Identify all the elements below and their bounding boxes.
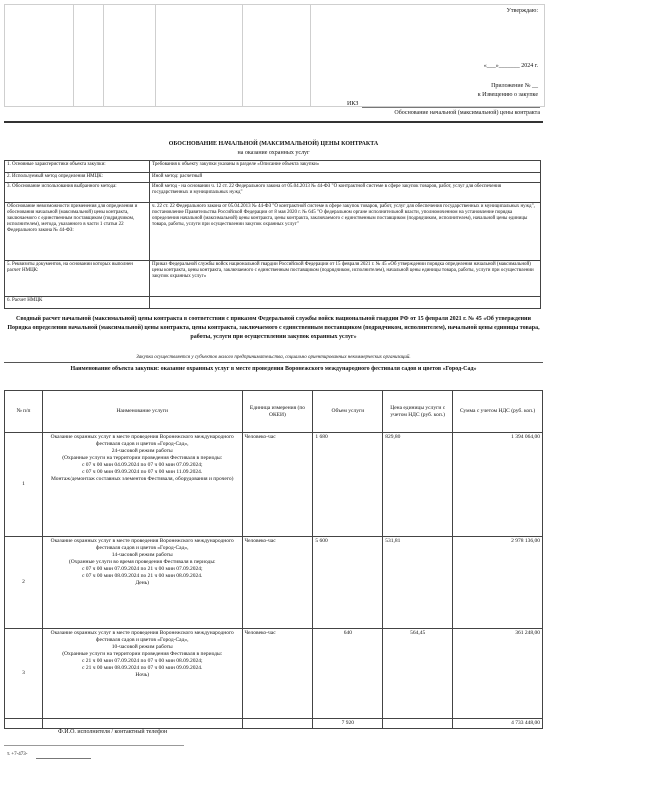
- justification-left: 2. Используемый метод определения НМЦК:: [5, 173, 150, 183]
- service-line: (Охранные услуги на территории проведения Фестиваля в периоды:: [62, 651, 223, 657]
- doc-title: ОБОСНОВАНИЕ НАЧАЛЬНОЙ (МАКСИМАЛЬНОЙ) ЦЕНЫ КОНТРАКТА: [168, 141, 379, 147]
- separator: [4, 121, 543, 123]
- service-line: (Охранные услуги во время проведения Фестиваля в периоды:: [68, 559, 216, 565]
- justification-right: Требования к объекту закупки указаны в разделе «Описание объекта закупки»: [150, 161, 541, 173]
- service-line: День): [135, 580, 149, 586]
- service-line: Монтаж/демонтаж составных элементов Фестиваля, оборудования и прочего): [50, 476, 234, 482]
- justification-row: [5, 173, 541, 183]
- table-row: [5, 537, 543, 629]
- appendix-label: Приложение № __: [491, 83, 538, 89]
- col-price: Цена единицы услуги с учетом НДС (руб. коп.): [383, 391, 453, 433]
- justification-row: [5, 261, 541, 297]
- justification-left: 6. Расчет НМЦК: [5, 297, 150, 309]
- row-number: 3: [5, 629, 43, 719]
- service-line: Ночь): [135, 672, 150, 678]
- total-empty: [383, 719, 453, 729]
- service-line: Оказание охранных услуг в месте проведения Воронежского международного фестиваля садов и цветов «Город-Сад»,: [50, 434, 234, 447]
- calc-table: [4, 390, 543, 729]
- table-row: [5, 433, 543, 537]
- service-line: Оказание охранных услуг в месте проведения Воронежского международного фестиваля садов и цветов «Город-Сад»,: [50, 538, 234, 551]
- justification-row: [5, 203, 541, 261]
- row-sum: 1 394 064,00: [453, 433, 543, 537]
- justification-right: ч. 22 ст. 22 Федерального закона от 05.04.2013 № 44-ФЗ "О контрактной системе в сфере закупок товаров, работ, услуг для обеспечения государственных и муниципальных нужд", постановление Правительства Российской Федерации от 8 мая 2020 г. № 645 "О федеральном органе исполнительной власти, уполномоченном на установление порядка определения начальной (максимальной) цены контракта, цены контракта, заключаемого с единственным поставщиком (подрядчиком, исполнителем), начальной цены единицы товара, работы, услуги при осуществлении закупок охранных услуг": [150, 203, 541, 261]
- doc-subtitle: на оказание охранных услуг: [237, 150, 310, 156]
- justification-row: [5, 161, 541, 173]
- service-line: (Охранные услуги на территории проведения Фестиваля в периоды:: [62, 455, 223, 461]
- justification-row: [5, 297, 541, 309]
- phone-line: [36, 758, 91, 759]
- service-line: с 21 ч 00 мин 08.09.2024 по 07 ч 00 мин 09.09.2024.: [82, 665, 203, 671]
- total-row: [5, 719, 543, 729]
- row-sum: 2 978 136,00: [453, 537, 543, 629]
- note-underline: [4, 362, 543, 363]
- row-number: 1: [5, 433, 43, 537]
- signature-line: [4, 745, 184, 746]
- row-number: 2: [5, 537, 43, 629]
- row-price: 829,80: [383, 433, 453, 537]
- row-volume: 1 680: [313, 433, 383, 537]
- ikz-label: ИКЗ: [347, 101, 359, 107]
- row-service: [42, 433, 242, 537]
- justification-right: Иной метод: расчетный: [150, 173, 541, 183]
- col-volume: Объем услуги: [313, 391, 383, 433]
- service-line: 24-часовой режим работы: [111, 448, 173, 454]
- approve-label: Утверждаю:: [506, 8, 538, 14]
- row-unit: Человеко-час: [242, 629, 313, 719]
- justification-right: Иной метод - на основании ч. 12 ст. 22 Федерального закона от 05.04.2013 № 44-ФЗ "О контрактной системе в сфере закупок товаров, работ, услуг для обеспечения государственных и муниципальных нужд": [150, 183, 541, 203]
- appendix-sub: к Извещению о закупке: [477, 92, 538, 98]
- col-unit: Единица измерения (по ОКЕИ): [242, 391, 313, 433]
- signer-label: Ф.И.О. исполнителя / контактный телефон: [58, 729, 168, 735]
- phone-label: т. +7-473-: [7, 752, 28, 757]
- col-sum: Сумма с учетом НДС (руб. коп.): [453, 391, 543, 433]
- ikz-line: [362, 107, 540, 108]
- note-text: Закупка осуществляется у субъектов малого предпринимательства, социально ориентированных некоммерческих организаций.: [136, 355, 411, 360]
- row-sum: 361 248,00: [453, 629, 543, 719]
- justification-left: 5. Реквизиты документов, на основании которых выполнен расчет НМЦК:: [5, 261, 150, 297]
- justification-left: 3. Обоснование использования выбранного метода:: [5, 183, 150, 203]
- date-line: «___»_______ 2024 г.: [483, 63, 538, 69]
- justification-left: 1. Основные характеристики объекта закупки:: [5, 161, 150, 173]
- row-service: [42, 629, 242, 719]
- total-empty: [42, 719, 242, 729]
- col-service: Наименование услуги: [42, 391, 242, 433]
- row-unit: Человеко-час: [242, 537, 313, 629]
- service-line: 10-часовой режим работы: [111, 644, 173, 650]
- row-unit: Человеко-час: [242, 433, 313, 537]
- total-sum: 4 733 448,00: [453, 719, 543, 729]
- service-line: 14-часовой режим работы: [111, 552, 173, 558]
- total-empty: [242, 719, 313, 729]
- service-line: с 21 ч 00 мин 07.09.2024 по 07 ч 00 мин 08.09.2024;: [81, 658, 203, 664]
- service-line: Оказание охранных услуг в месте проведения Воронежского международного фестиваля садов и цветов «Город-Сад»,: [50, 630, 234, 643]
- summary-text: Сводный расчет начальной (максимальной) цены контракта в соответствии с приказом Федеральной службы войск национальной гвардии РФ от 15 февраля 2021 г. № 45 «Об утверждении Порядка определения начальной (максимальной) цены контракта, цены контракта, заключаемого с единственным поставщиком (подрядчиком, исполнителем), начальной цены единицы товара, работы, услуги при осуществлении закупок охранных услуг»: [7, 316, 540, 340]
- justification-right: Приказ Федеральной службы войск национальной гвардии Российской Федерации от 15 февраля 2021 г. № 45 «Об утверждении порядка определения начальной (максимальной) цены контракта, цены контракта, заключаемого с единственным поставщиком (подрядчиком, исполнителем), начальной цены единицы товара, работы, услуги при осуществлении закупок охранных услуг»: [150, 261, 541, 297]
- object-name: Наименование объекта закупки: оказание охранных услуг в месте проведения Воронежского международного фестиваля садов и цветов «Город-Сад»: [70, 366, 477, 372]
- ikz-sub: Обоснование начальной (максимальной) цены контракта: [394, 110, 540, 116]
- row-service: [42, 537, 242, 629]
- justification-right: [150, 297, 541, 309]
- row-price: 531,81: [383, 537, 453, 629]
- service-line: с 07 ч 00 мин 04.09.2024 по 07 ч 00 мин 07.09.2024;: [81, 462, 203, 468]
- total-empty: [5, 719, 43, 729]
- total-volume: 7 920: [313, 719, 383, 729]
- row-volume: 640: [313, 629, 383, 719]
- justification-row: [5, 183, 541, 203]
- col-number: № п/п: [5, 391, 43, 433]
- service-line: с 07 ч 00 мин 07.09.2024 по 21 ч 00 мин 07.09.2024;: [81, 566, 203, 572]
- table-row: [5, 629, 543, 719]
- row-price: 564,45: [383, 629, 453, 719]
- justification-table: [4, 160, 541, 309]
- service-line: с 07 ч 00 мин 08.09.2024 по 21 ч 00 мин 08.09.2024.: [82, 573, 203, 579]
- row-volume: 5 600: [313, 537, 383, 629]
- justification-left: Обоснование невозможности применения для определения и обоснования начальной (максимальной) цены контракта, заключаемого с единственным поставщиком (подрядчиком, исполнителем), метода, указанного в части 1 статьи 22 Федерального закона № 44-ФЗ:: [5, 203, 150, 261]
- calc-header-row: [5, 391, 543, 433]
- service-line: с 07 ч 00 мин 09.09.2024 по 07 ч 00 мин 11.09.2024.: [82, 469, 203, 475]
